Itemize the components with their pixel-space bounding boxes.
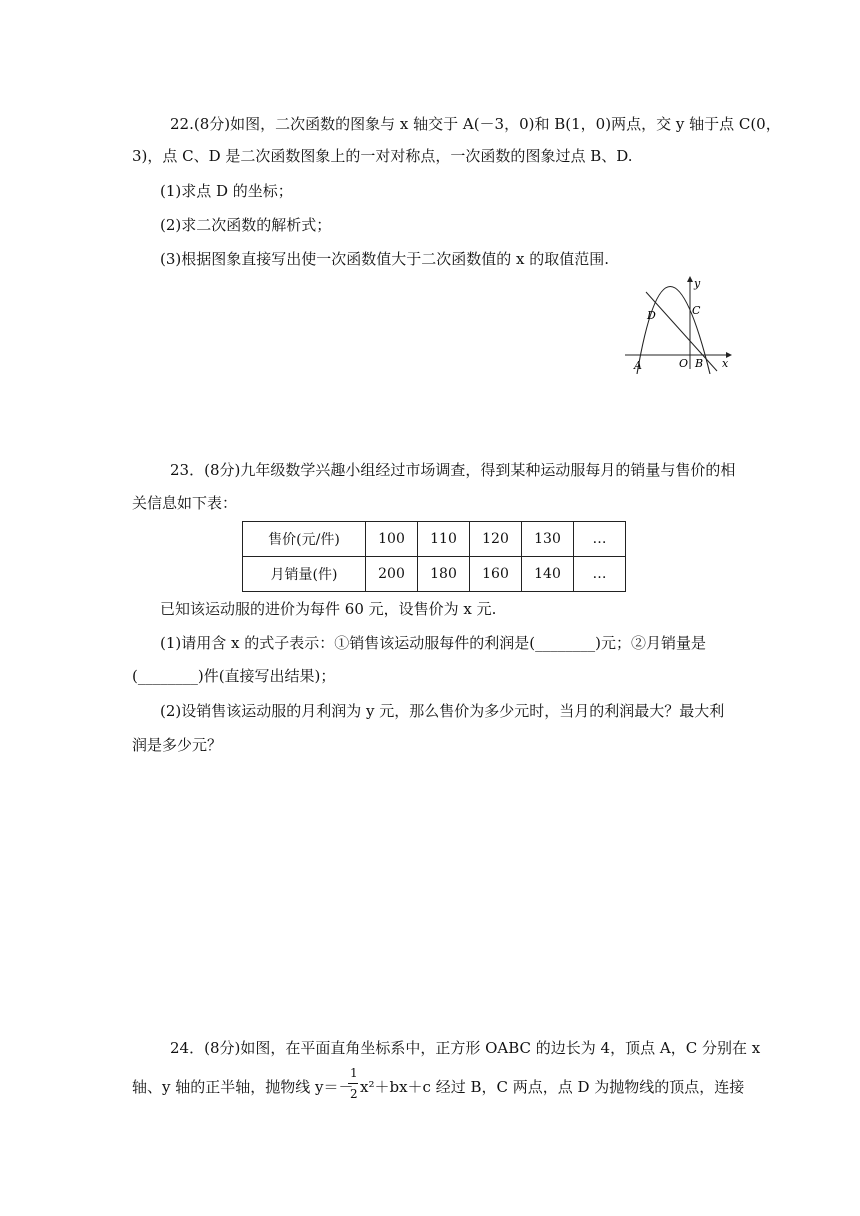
q22-line-2: 3)，点 C、D 是二次函数图象上的一对对称点，一次函数的图象过点 B、D. [132,147,633,165]
table-cell: … [574,522,626,557]
q23-line-1: 23．(8分)九年级数学兴趣小组经过市场调查，得到某种运动服每月的销量与售价的相 [170,461,736,479]
q23-part-2-b: 润是多少元？ [132,736,223,754]
table-cell: 140 [522,557,574,592]
sales-table [242,521,626,592]
q23-part-2-a: (2)设销售该运动服的月利润为 y 元，那么售价为多少元时，当月的利润最大？最大利 [160,702,725,720]
table-row [243,522,626,557]
table-cell: 130 [522,522,574,557]
label-C: C [692,304,701,317]
label-O: O [679,357,689,370]
q24-line-2-start: 轴、y 轴的正半轴，抛物线 y＝－ [132,1078,354,1096]
table-cell: … [574,557,626,592]
label-y: y [694,277,701,290]
fraction-denominator: 2 [350,1087,358,1101]
table-cell: 160 [470,557,522,592]
fraction-numerator: 1 [350,1066,358,1080]
q22-graph [622,274,736,374]
q23-part-1-b: (________)件(直接写出结果)； [132,667,336,685]
table-cell: 110 [418,522,470,557]
fraction-bar [348,1083,358,1084]
table-row [243,557,626,592]
label-B: B [695,357,704,370]
label-D: D [647,309,656,322]
q23-part-1-a: (1)请用含 x 的式子表示：①销售该运动服每件的利润是(________)元；②月销量是 [160,634,706,652]
table-cell: 月销量(件) [243,557,366,592]
label-x: x [722,357,729,370]
label-A: A [634,359,642,372]
q22-line-1: 22.(8分)如图，二次函数的图象与 x 轴交于 A(－3，0)和 B(1，0)两点，交 y 轴于点 C(0， [170,115,781,133]
y-axis-arrow [687,276,693,282]
table-cell: 200 [366,557,418,592]
q24-line-1: 24．(8分)如图，在平面直角坐标系中，正方形 OABC 的边长为 4，顶点 A，C 分别在 x [170,1039,761,1057]
q23-note: 已知该运动服的进价为每件 60 元，设售价为 x 元. [160,600,497,618]
q22-part-3: (3)根据图象直接写出使一次函数值大于二次函数值的 x 的取值范围. [160,250,610,268]
table-cell: 售价(元/件) [243,522,366,557]
q22-part-2: (2)求二次函数的解析式； [160,216,332,234]
q22-part-1: (1)求点 D 的坐标； [160,182,293,200]
table-cell: 180 [418,557,470,592]
table-cell: 100 [366,522,418,557]
table-cell: 120 [470,522,522,557]
q24-line-2-end: x²＋bx＋c 经过 B，C 两点，点 D 为抛物线的顶点，连接 [360,1078,745,1096]
q23-line-2: 关信息如下表： [132,494,238,512]
